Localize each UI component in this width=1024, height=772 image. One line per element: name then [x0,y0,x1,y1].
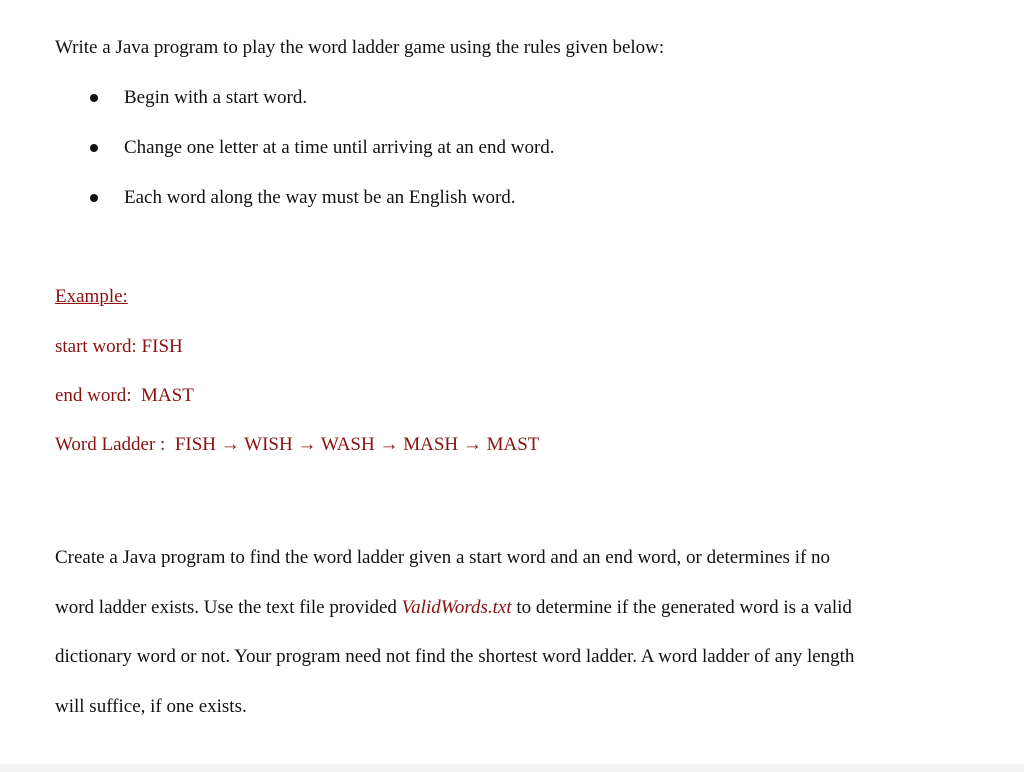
word-ladder-sequence: FISH → WISH → WASH → MASH → MAST [174,434,540,455]
bullet-icon [90,194,98,202]
rule-item [0,136,700,160]
end-word-value: MAST [141,385,194,406]
task-line: Create a Java program to find the word ladder given a start word and an end word, or determines if no [55,547,831,568]
task-line [55,583,995,633]
rule-text: Each word along the way must be an English word. [124,187,516,208]
example-heading: Example: [55,286,128,307]
bullet-icon [90,144,98,152]
task-text: to determine if the generated word is a valid [511,596,852,618]
task-line: will suffice, if one exists. [55,695,247,717]
bullet-icon [90,94,98,102]
example-ladder-line [55,433,539,457]
task-paragraph [55,533,995,731]
valid-words-filename: ValidWords.txt [401,596,512,618]
intro-text: Write a Java program to play the word ladder game using the rules given below: [55,37,665,58]
task-text: word ladder exists. Use the text file provided [55,596,402,618]
end-word-label: end word: [55,385,132,406]
rule-text: Begin with a start word. [124,87,308,108]
page-bottom-edge [0,764,1024,772]
rule-item [0,186,700,210]
start-word-value: FISH [141,336,183,357]
rule-text: Change one letter at a time until arriving at an end word. [124,137,555,158]
start-word-label: start word: [55,336,137,357]
example-end-line [55,384,194,408]
word-ladder-label: Word Ladder : [55,434,166,455]
task-line: dictionary word or not. Your program need not find the shortest word ladder. A word ladder of any length [55,646,855,667]
example-start-line [55,335,183,359]
rule-item [0,86,700,110]
